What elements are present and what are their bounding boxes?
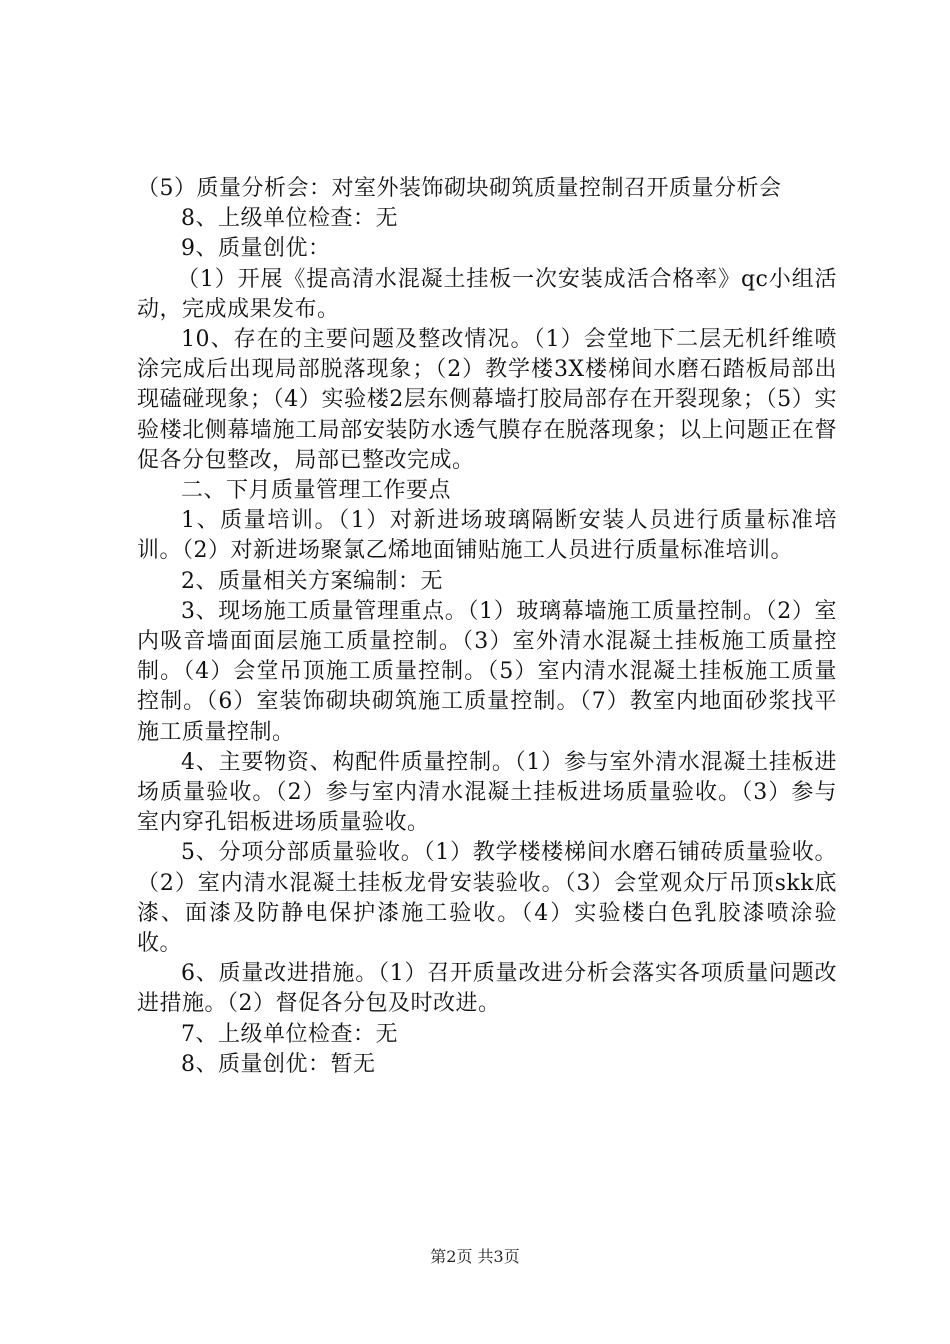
paragraph-materials-control: 4、主要物资、构配件质量控制。（1）参与室外清水混凝土挂板进场质量验收。（2）参与室内清水混凝土挂板进场质量验收。（3）参与室内穿孔铝板进场质量验收。 bbox=[137, 749, 837, 836]
page-number-footer: 第2页 共3页 bbox=[430, 1247, 520, 1266]
paragraph-quality-analysis-meeting: （5）质量分析会：对室外装饰砌块砌筑质量控制召开质量分析会 bbox=[137, 176, 782, 201]
paragraph-improvement-measures: 6、质量改进措施。（1）召开质量改进分析会落实各项质量问题改进措施。（2）督促各分包及时改进。 bbox=[137, 961, 837, 1017]
paragraph-quality-training: 1、质量培训。（1）对新进场玻璃隔断安装人员进行质量标准培训。（2）对新进场聚氯乙烯地面铺贴施工人员进行质量标准培训。 bbox=[137, 508, 837, 564]
paragraph-sub-item-acceptance: 5、分项分部质量验收。（1）教学楼楼梯间水磨石铺砖质量验收。（2）室内清水混凝土挂板龙骨安装验收。（3）会堂观众厅吊顶skk底漆、面漆及防静电保护漆施工验收。（4）实验楼白色乳胶漆喷涂验收。 bbox=[137, 840, 837, 957]
paragraph-plan-compilation: 2、质量相关方案编制：无 bbox=[181, 568, 443, 594]
paragraph-qc-activity: （1）开展《提高清水混凝土挂板一次安装成活合格率》qc小组活动，完成成果发布。 bbox=[137, 266, 837, 322]
section-heading-next-month: 二、下月质量管理工作要点 bbox=[181, 478, 452, 504]
paragraph-quality-excellence: 9、质量创优： bbox=[181, 236, 331, 262]
paragraph-superior-inspection: 8、上级单位检查：无 bbox=[181, 206, 398, 232]
paragraph-next-quality-excellence: 8、质量创优：暂无 bbox=[181, 1051, 376, 1077]
document-body bbox=[137, 174, 837, 1080]
paragraph-main-problems: 10、存在的主要问题及整改情况。（1）会堂地下二层无机纤维喷涂完成后出现局部脱落现象；（2）教学楼3X楼梯间水磨石踏板局部出现磕碰现象；（4）实验楼2层东侧幕墙打胶局部存在开裂现象；（5）实验楼北侧幕墙施工局部安装防水透气膜存在脱落现象；以上问题正在督促各分包整改，局部已整改完成。 bbox=[137, 327, 837, 473]
paragraph-site-management-focus: 3、现场施工质量管理重点。（1）玻璃幕墙施工质量控制。（2）室内吸音墙面面层施工质量控制。（3）室外清水混凝土挂板施工质量控制。（4）会堂吊顶施工质量控制。（5）室内清水混凝土挂板施工质量控制。（6）室装饰砌块砌筑施工质量控制。（7）教室内地面砂浆找平施工质量控制。 bbox=[137, 598, 837, 745]
paragraph-next-superior-inspection: 7、上级单位检查：无 bbox=[181, 1021, 398, 1047]
